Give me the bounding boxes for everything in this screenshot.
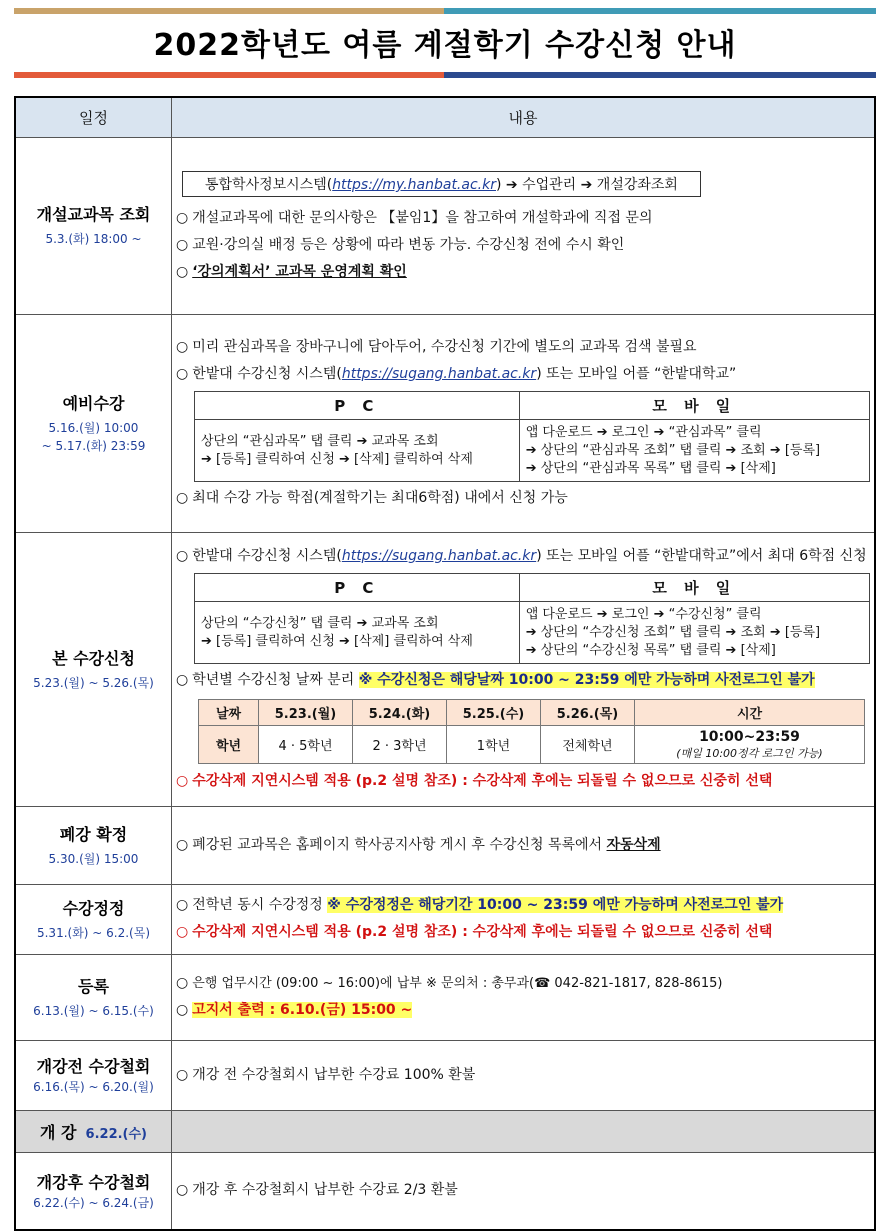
method-table <box>194 573 870 664</box>
row-content <box>172 532 876 806</box>
row-withdraw-after <box>15 1152 875 1230</box>
list-item: ○ 한밭대 수강신청 시스템(https://sugang.hanbat.ac.kr) 또는 모바일 어플 “한밭대학교”에서 최대 6학점 신청 <box>176 548 867 564</box>
list-item: ○ 학년별 수강신청 날짜 분리 ※ 수강신청은 해당날짜 10:00 ~ 23:59 에만 가능하며 사전로그인 불가 <box>176 672 815 688</box>
list-item <box>176 997 870 1024</box>
schedule-table <box>14 96 876 1231</box>
warning-line: ○ 수강삭제 지연시스템 적용 (p.2 설명 참조) : 수강삭제 후에는 되돌릴 수 없으므로 신중히 선택 <box>176 773 773 789</box>
row-label <box>15 954 172 1040</box>
grade-cell: 4 · 5학년 <box>259 726 353 764</box>
header-content: 내용 <box>172 97 876 137</box>
top-decor-bar <box>14 8 876 14</box>
row-name: 개강전 수강철회 <box>36 1056 151 1076</box>
row-content <box>172 954 876 1040</box>
circle-icon: ○ <box>176 366 189 382</box>
row-content <box>172 1040 876 1110</box>
bill-print-highlight: 고지서 출력 : 6.10.(금) 15:00 ~ <box>192 1002 413 1018</box>
warning-line: ○ 수강삭제 지연시스템 적용 (p.2 설명 참조) : 수강삭제 후에는 되돌릴 수 없으므로 신중히 선택 <box>176 924 773 940</box>
list-item: ○ 한밭대 수강신청 시스템(https://sugang.hanbat.ac.kr) 또는 모바일 어플 “한밭대학교” <box>176 366 737 382</box>
grade-cell: 2 · 3학년 <box>353 726 447 764</box>
circle-icon: ○ <box>176 1002 189 1018</box>
mobile-steps: 앱 다운로드 ➔ 로그인 ➔ “수강신청” 클릭 ➔ 상단의 “수강신청 조회” 탭 클릭 ➔ 조회 ➔ [등록] ➔ 상단의 “수강신청 목록” 탭 클릭 ➔ [삭제] <box>519 602 869 664</box>
date-header: 5.23.(월) <box>259 700 353 726</box>
notice-highlight: ※ 수강신청은 해당날짜 10:00 ~ 23:59 에만 가능하며 사전로그인 불가 <box>358 672 815 688</box>
portal-link[interactable]: https://my.hanbat.ac.kr <box>332 177 496 193</box>
circle-icon: ○ <box>176 836 189 853</box>
list-item: ○ 교원·강의실 배정 등은 상황에 따라 변동 가능. 수강신청 전에 수시 확인 <box>176 237 625 253</box>
row-date: 5.3.(화) 18:00 ~ <box>45 232 142 247</box>
row-content-empty <box>172 1110 876 1152</box>
list-item: ○ 폐강된 교과목은 홈페이지 학사공지사항 게시 후 수강신청 목록에서 자동삭제 <box>176 836 661 853</box>
row-name: 등록 <box>78 976 109 996</box>
list-item: ○ 개설교과목에 대한 문의사항은 【붙임1】을 참고하여 개설학과에 직접 문의 <box>176 210 653 226</box>
circle-icon: ○ <box>176 1066 189 1083</box>
header-schedule: 일정 <box>15 97 172 137</box>
row-label <box>15 1152 172 1230</box>
row-label <box>15 1110 172 1152</box>
row-withdraw-before <box>15 1040 875 1110</box>
row-content <box>172 137 876 314</box>
row-name: 개 강 <box>39 1122 77 1142</box>
mobile-header: 모 바 일 <box>519 392 869 420</box>
row-semester-start <box>15 1110 875 1152</box>
pc-header: P C <box>195 392 520 420</box>
row-name: 개설교과목 조회 <box>36 205 151 225</box>
date-header: 날짜 <box>199 700 259 726</box>
row-adjustment <box>15 884 875 954</box>
notice-highlight: ※ 수강정정은 해당기간 10:00 ~ 23:59 에만 가능하며 사전로그인 불가 <box>327 897 784 913</box>
bottom-decor-bar <box>14 72 876 78</box>
row-name: 본 수강신청 <box>52 648 135 668</box>
circle-icon: ○ <box>176 975 189 991</box>
grade-label: 학년 <box>199 726 259 764</box>
date-table <box>198 699 865 764</box>
row-date: 6.13.(월) ~ 6.15.(수) <box>33 1003 154 1018</box>
row-label <box>15 806 172 884</box>
date-header: 5.25.(수) <box>447 700 541 726</box>
date-header: 5.24.(화) <box>353 700 447 726</box>
list-item: ○ 전학년 동시 수강정정 ※ 수강정정은 해당기간 10:00 ~ 23:59 에만 가능하며 사전로그인 불가 <box>176 897 784 913</box>
time-cell: 10:00~23:59 (매일 10:00정각 로그인 가능) <box>635 726 865 764</box>
row-date: 5.31.(화) ~ 6.2.(목) <box>36 925 151 940</box>
row-label <box>15 1040 172 1110</box>
row-label <box>15 137 172 314</box>
circle-icon: ○ <box>176 897 189 913</box>
header-row <box>15 97 875 137</box>
date-header: 5.26.(목) <box>541 700 635 726</box>
row-name: 수강정정 <box>62 898 125 918</box>
row-course-lookup <box>15 137 875 314</box>
list-item: ○ 최대 수강 가능 학점(계절학기는 최대6학점) 내에서 신청 가능 <box>176 490 568 506</box>
time-header: 시간 <box>635 700 865 726</box>
row-date: 5.30.(월) 15:00 <box>48 851 139 866</box>
row-label <box>15 314 172 532</box>
path-box: 통합학사정보시스템(https://my.hanbat.ac.kr) ➔ 수업관리 ➔ 개설강좌조회 <box>182 171 701 197</box>
circle-icon: ○ <box>176 339 189 355</box>
row-content <box>172 1152 876 1230</box>
list-item: ○ 개강 후 수강철회시 납부한 수강료 2/3 환불 <box>176 1182 458 1199</box>
circle-icon: ○ <box>176 490 189 506</box>
row-payment <box>15 954 875 1040</box>
method-table <box>194 391 870 482</box>
pc-steps: 상단의 “관심과목” 탭 클릭 ➔ 교과목 조회 ➔ [등록] 클릭하여 신청 ➔ [삭제] 클릭하여 삭제 <box>195 420 520 482</box>
row-main-registration <box>15 532 875 806</box>
grade-cell: 전체학년 <box>541 726 635 764</box>
row-date: 6.22.(수) <box>85 1126 148 1142</box>
row-name: 예비수강 <box>62 394 125 414</box>
circle-icon: ○ <box>176 1182 189 1199</box>
row-date: 5.16.(월) 10:00 ~ 5.17.(화) 23:59 <box>41 421 146 453</box>
list-item: ○ ‘강의계획서’ 교과목 운영계획 확인 <box>176 264 407 280</box>
sugang-link[interactable]: https://sugang.hanbat.ac.kr <box>341 366 537 382</box>
circle-icon: ○ <box>176 237 189 253</box>
circle-icon: ○ <box>176 924 189 940</box>
mobile-header: 모 바 일 <box>519 574 869 602</box>
circle-icon: ○ <box>176 210 189 226</box>
row-date: 6.22.(수) ~ 6.24.(금) <box>33 1195 154 1210</box>
row-name: 폐강 확정 <box>59 824 128 844</box>
row-name: 개강후 수강철회 <box>36 1172 151 1192</box>
row-course-cancel <box>15 806 875 884</box>
pc-header: P C <box>195 574 520 602</box>
page-title: 2022학년도 여름 계절학기 수강신청 안내 <box>153 28 737 63</box>
list-item: ○ 은행 업무시간 (09:00 ~ 16:00)에 납부 ※ 문의처 : 총무과(☎ 042-821-1817, 828-8615) <box>176 975 723 991</box>
circle-icon: ○ <box>176 264 189 280</box>
row-content <box>172 884 876 954</box>
row-pre-registration <box>15 314 875 532</box>
row-date: 6.16.(목) ~ 6.20.(월) <box>33 1079 154 1094</box>
row-content <box>172 806 876 884</box>
grade-cell: 1학년 <box>447 726 541 764</box>
circle-icon: ○ <box>176 773 189 789</box>
list-item: ○ 미리 관심과목을 장바구니에 담아두어, 수강신청 기간에 별도의 교과목 검색 불필요 <box>176 339 697 355</box>
pc-steps: 상단의 “수강신청” 탭 클릭 ➔ 교과목 조회 ➔ [등록] 클릭하여 신청 ➔ [삭제] 클릭하여 삭제 <box>195 602 520 664</box>
mobile-steps: 앱 다운로드 ➔ 로그인 ➔ “관심과목” 클릭 ➔ 상단의 “관심과목 조회” 탭 클릭 ➔ 조회 ➔ [등록] ➔ 상단의 “관심과목 목록” 탭 클릭 ➔ [삭제] <box>519 420 869 482</box>
circle-icon: ○ <box>176 672 189 688</box>
sugang-link[interactable]: https://sugang.hanbat.ac.kr <box>341 548 537 564</box>
list-item: ○ 개강 전 수강철회시 납부한 수강료 100% 환불 <box>176 1066 476 1083</box>
row-date: 5.23.(월) ~ 5.26.(목) <box>33 675 154 690</box>
row-content <box>172 314 876 532</box>
row-label <box>15 532 172 806</box>
row-label <box>15 884 172 954</box>
circle-icon: ○ <box>176 548 189 564</box>
